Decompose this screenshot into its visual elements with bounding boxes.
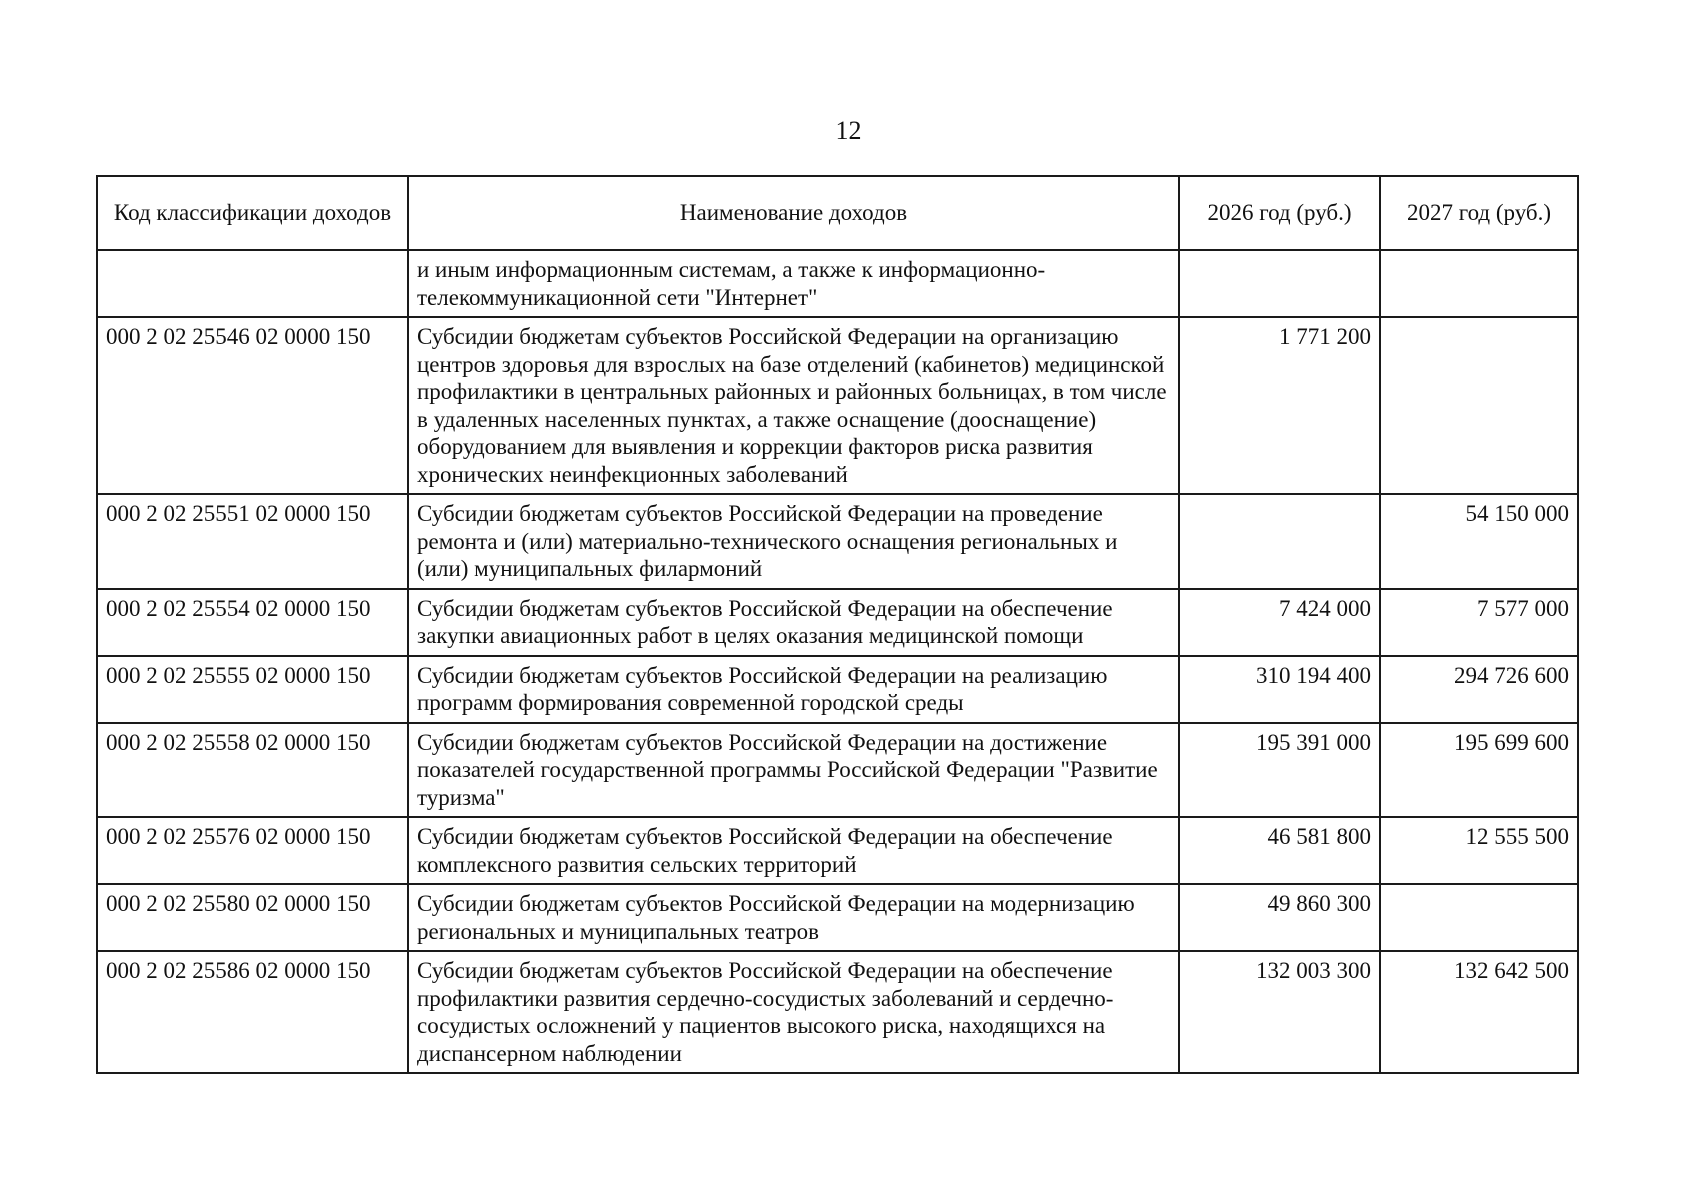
amount-2026: 7 424 000: [1179, 589, 1380, 656]
revenue-code: 000 2 02 25555 02 0000 150: [97, 656, 408, 723]
amount-2026: 132 003 300: [1179, 951, 1380, 1073]
header-year-2026: 2026 год (руб.): [1179, 176, 1380, 250]
amount-2026: 310 194 400: [1179, 656, 1380, 723]
revenue-code: 000 2 02 25546 02 0000 150: [97, 317, 408, 494]
revenue-name: Субсидии бюджетам субъектов Российской Федерации на организацию центров здоровья для взрослых на базе отделений (кабинетов) медицинской профилактики в центральных районных и районных больницах, в том числе в удаленных населенных пунктах, а также оснащение (дооснащение) оборудованием для выявления и коррекции факторов риска развития хронических неинфекционных заболеваний: [408, 317, 1179, 494]
table-row: [97, 723, 1578, 818]
revenue-name: и иным информационным системам, а также к информационно-телекоммуникационной сети "Интернет": [408, 250, 1179, 317]
table-row: [97, 494, 1578, 589]
amount-2026: 195 391 000: [1179, 723, 1380, 818]
amount-2027: 12 555 500: [1380, 817, 1578, 884]
amount-2027: [1380, 884, 1578, 951]
table-row: [97, 589, 1578, 656]
header-year-2027: 2027 год (руб.): [1380, 176, 1578, 250]
amount-2027: 132 642 500: [1380, 951, 1578, 1073]
revenue-name: Субсидии бюджетам субъектов Российской Федерации на достижение показателей государственной программы Российской Федерации "Развитие туризма": [408, 723, 1179, 818]
table-row: [97, 250, 1578, 317]
amount-2027: [1380, 250, 1578, 317]
revenue-code: 000 2 02 25576 02 0000 150: [97, 817, 408, 884]
revenue-code: [97, 250, 408, 317]
table-row: [97, 951, 1578, 1073]
amount-2027: 195 699 600: [1380, 723, 1578, 818]
revenue-name: Субсидии бюджетам субъектов Российской Федерации на проведение ремонта и (или) материально-технического оснащения региональных и (или) муниципальных филармоний: [408, 494, 1179, 589]
table-row: [97, 317, 1578, 494]
table-row: [97, 817, 1578, 884]
header-name: Наименование доходов: [408, 176, 1179, 250]
revenue-name: Субсидии бюджетам субъектов Российской Федерации на реализацию программ формирования современной городской среды: [408, 656, 1179, 723]
revenue-code: 000 2 02 25580 02 0000 150: [97, 884, 408, 951]
revenue-code: 000 2 02 25554 02 0000 150: [97, 589, 408, 656]
page-number: 12: [835, 116, 862, 145]
revenue-code: 000 2 02 25551 02 0000 150: [97, 494, 408, 589]
amount-2027: 294 726 600: [1380, 656, 1578, 723]
amount-2027: 7 577 000: [1380, 589, 1578, 656]
amount-2027: [1380, 317, 1578, 494]
amount-2026: 1 771 200: [1179, 317, 1380, 494]
revenue-code: 000 2 02 25558 02 0000 150: [97, 723, 408, 818]
revenue-name: Субсидии бюджетам субъектов Российской Федерации на обеспечение профилактики развития сердечно-сосудистых заболеваний и сердечно-сосудистых осложнений у пациентов высокого риска, находящихся на диспансерном наблюдении: [408, 951, 1179, 1073]
revenue-name: Субсидии бюджетам субъектов Российской Федерации на обеспечение комплексного развития сельских территорий: [408, 817, 1179, 884]
amount-2026: [1179, 250, 1380, 317]
revenue-table: [96, 175, 1579, 1074]
table-row: [97, 656, 1578, 723]
amount-2026: 46 581 800: [1179, 817, 1380, 884]
header-code: Код классификации доходов: [97, 176, 408, 250]
amount-2027: 54 150 000: [1380, 494, 1578, 589]
amount-2026: [1179, 494, 1380, 589]
table-header-row: [97, 176, 1578, 250]
revenue-name: Субсидии бюджетам субъектов Российской Федерации на модернизацию региональных и муниципальных театров: [408, 884, 1179, 951]
revenue-code: 000 2 02 25586 02 0000 150: [97, 951, 408, 1073]
table-row: [97, 884, 1578, 951]
amount-2026: 49 860 300: [1179, 884, 1380, 951]
revenue-name: Субсидии бюджетам субъектов Российской Федерации на обеспечение закупки авиационных работ в целях оказания медицинской помощи: [408, 589, 1179, 656]
